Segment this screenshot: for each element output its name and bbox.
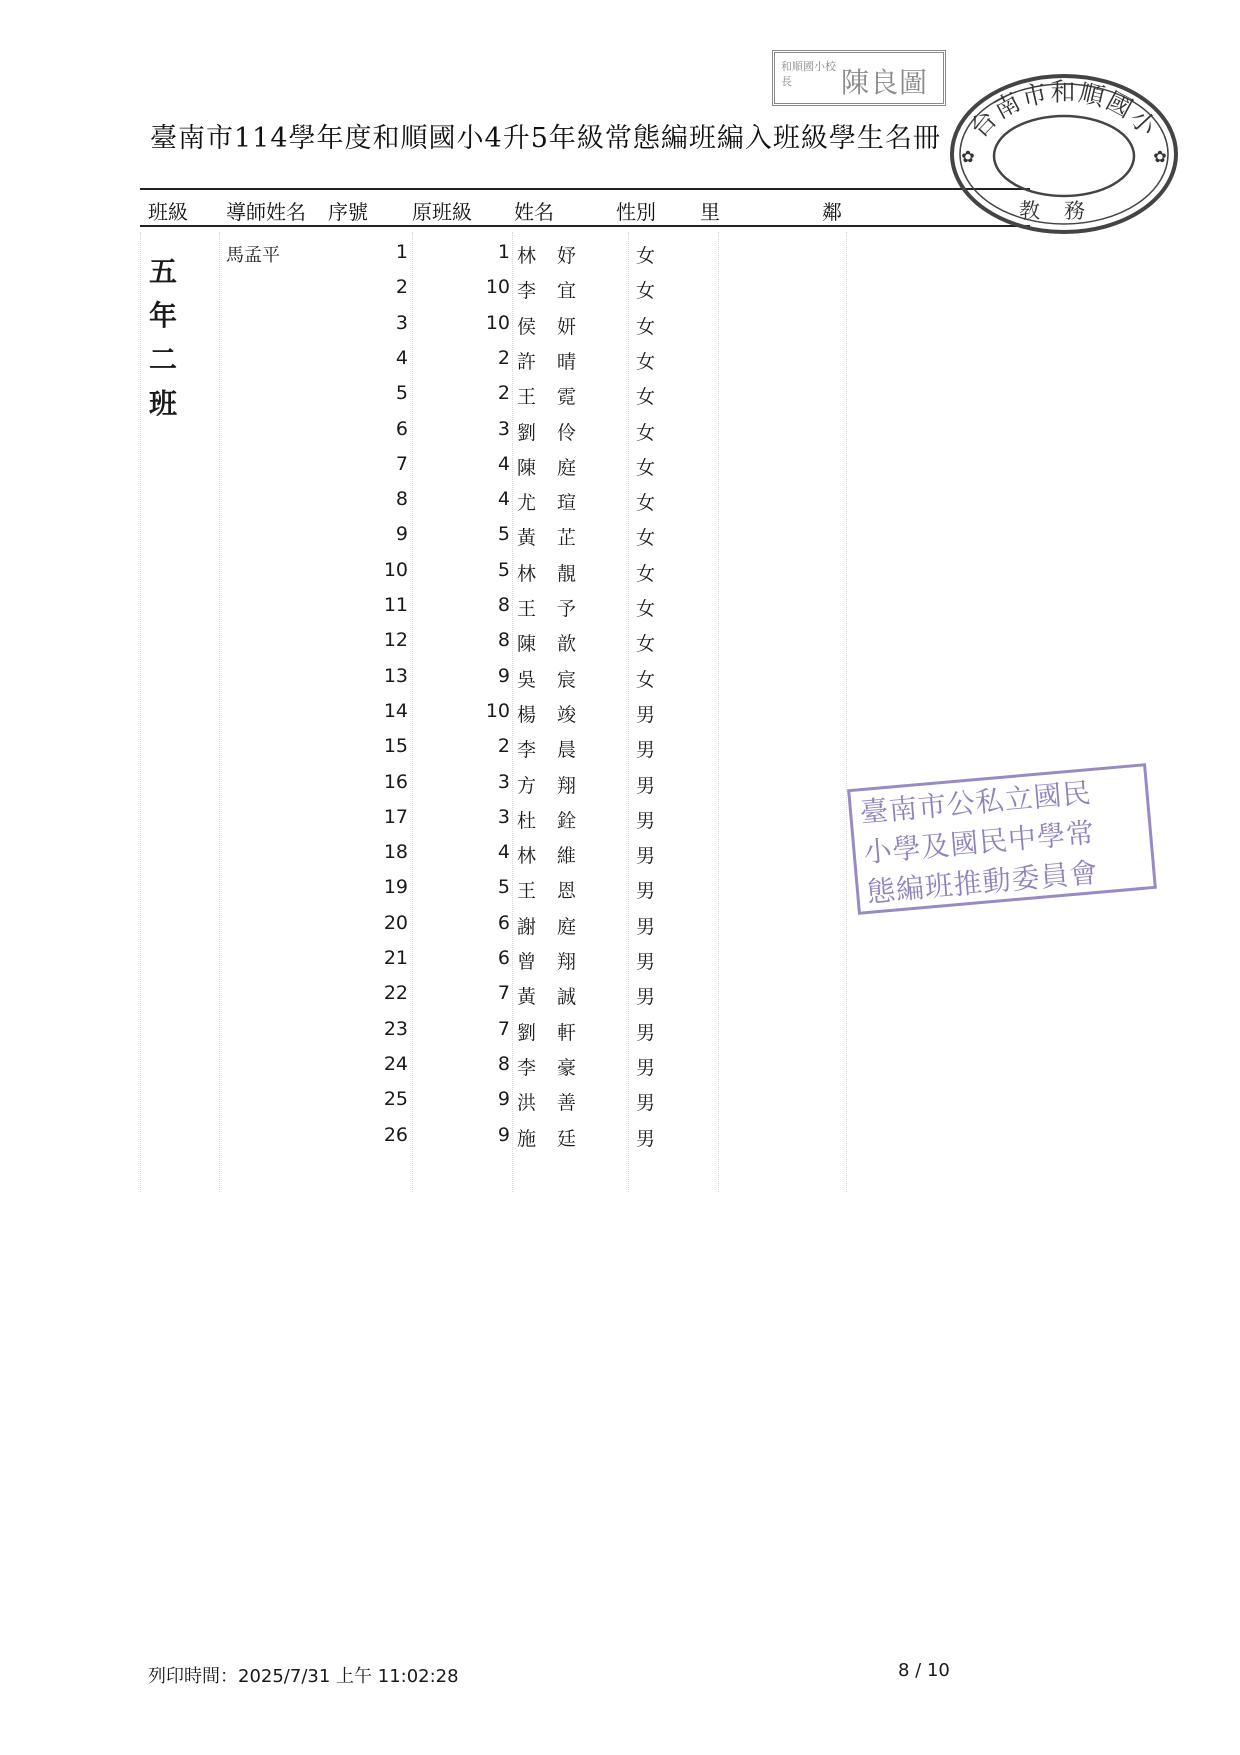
table-row (0, 1053, 1040, 1088)
student-gender: 女 (636, 280, 656, 303)
student-seq: 22 (383, 982, 408, 1005)
student-gender: 男 (636, 1056, 656, 1079)
student-seq: 18 (383, 841, 408, 864)
student-seq: 7 (395, 452, 408, 475)
student-gender: 女 (636, 527, 656, 550)
student-seq: 5 (395, 382, 408, 405)
school-seal-top-text: 台南市和順國小 (964, 77, 1164, 144)
student-given-name: 廷 (557, 1127, 577, 1150)
school-seal (946, 58, 1182, 236)
student-orig-class: 5 (497, 558, 510, 581)
student-seq: 9 (395, 523, 408, 546)
committee-stamp-line: 臺南市公私立國民 (858, 776, 1093, 830)
student-given-name: 晴 (557, 350, 577, 373)
student-orig-class: 8 (497, 629, 510, 652)
student-orig-class: 10 (485, 311, 510, 334)
table-row (0, 1018, 1040, 1053)
student-seq: 4 (395, 346, 408, 369)
student-given-name: 翔 (557, 951, 577, 973)
student-given-name: 軒 (557, 1021, 577, 1044)
header-top-rule (140, 188, 1030, 190)
student-gender: 女 (636, 456, 656, 479)
student-given-name: 芷 (557, 527, 577, 550)
table-row (0, 418, 1040, 453)
student-orig-class: 5 (497, 523, 510, 546)
table-row (0, 559, 1040, 594)
student-gender: 男 (636, 739, 656, 762)
student-given-name: 翔 (557, 774, 577, 797)
student-orig-class: 2 (497, 346, 510, 369)
table-row (0, 947, 1040, 982)
student-given-name: 竣 (557, 703, 577, 726)
student-given-name: 庭 (557, 915, 577, 938)
student-surname: 王 (517, 386, 537, 409)
student-gender: 女 (636, 668, 656, 691)
student-surname: 許 (517, 350, 537, 373)
class-name-char: 年 (148, 299, 177, 332)
student-gender: 男 (636, 880, 656, 903)
student-orig-class: 8 (497, 1052, 510, 1075)
student-surname: 李 (517, 280, 537, 303)
table-row (0, 312, 1040, 347)
student-orig-class: 10 (485, 699, 510, 722)
committee-stamp-line: 小學及國民中學常 (862, 815, 1097, 870)
student-seq: 11 (383, 594, 408, 616)
student-given-name: 宸 (557, 668, 577, 691)
table-row (0, 735, 1040, 770)
student-gender: 男 (636, 951, 656, 973)
student-gender: 女 (636, 386, 656, 409)
student-seq: 16 (383, 770, 408, 793)
print-time: 列印時間：2025/7/31 上午 11:02:28 (148, 1666, 459, 1687)
table-row (0, 629, 1040, 664)
student-seq: 8 (395, 488, 408, 511)
student-surname: 李 (517, 1056, 537, 1079)
header-seq: 序號 (328, 200, 368, 224)
table-row (0, 665, 1040, 700)
page-title: 臺南市114學年度和順國小4升5年級常態編班編入班級學生名冊 (150, 123, 941, 154)
header-name: 姓名 (514, 200, 554, 224)
table-row (0, 1124, 1040, 1159)
student-seq: 6 (395, 417, 408, 440)
header-teacher: 導師姓名 (226, 200, 306, 224)
student-given-name: 恩 (557, 880, 577, 903)
committee-stamp-line: 態編班推動委員會 (865, 855, 1100, 909)
student-seq: 10 (383, 558, 408, 581)
header-village: 里 (700, 200, 720, 224)
student-orig-class: 3 (497, 417, 510, 440)
student-gender: 女 (636, 421, 656, 444)
student-seq: 2 (395, 276, 408, 299)
student-seq: 24 (383, 1052, 408, 1075)
student-given-name: 宜 (557, 280, 577, 303)
student-gender: 女 (636, 350, 656, 373)
student-surname: 陳 (517, 633, 537, 656)
committee-stamp (847, 763, 1157, 915)
student-seq: 23 (383, 1017, 408, 1040)
student-given-name: 予 (557, 598, 577, 620)
table-row (0, 488, 1040, 523)
student-given-name: 庭 (557, 456, 577, 479)
student-gender: 女 (636, 598, 656, 620)
table-row (0, 523, 1040, 558)
student-gender: 女 (636, 245, 656, 267)
student-gender: 男 (636, 703, 656, 726)
student-surname: 李 (517, 739, 537, 762)
student-surname: 杜 (517, 809, 537, 832)
page-number: 8 / 10 (898, 1660, 950, 1681)
student-seq: 1 (395, 241, 408, 263)
student-surname: 劉 (517, 421, 537, 444)
student-orig-class: 8 (497, 594, 510, 616)
header-gender: 性別 (616, 200, 656, 224)
student-given-name: 靚 (557, 562, 577, 585)
student-orig-class: 9 (497, 1123, 510, 1146)
school-seal-bottom-text: 教務 (1019, 199, 1109, 223)
header-orig-class: 原班級 (412, 200, 472, 224)
student-orig-class: 4 (497, 452, 510, 475)
student-surname: 陳 (517, 456, 537, 479)
student-surname: 黃 (517, 527, 537, 550)
svg-text:台南市和順國小 (964, 77, 1163, 143)
student-surname: 楊 (517, 703, 537, 726)
student-given-name: 善 (557, 1092, 577, 1115)
class-name-char: 二 (148, 343, 177, 376)
table-row (0, 276, 1040, 311)
student-orig-class: 6 (497, 947, 510, 969)
student-orig-class: 6 (497, 911, 510, 934)
student-orig-class: 9 (497, 664, 510, 687)
class-name-char: 班 (148, 387, 177, 420)
student-seq: 21 (383, 947, 408, 969)
flower-icon: ✿ (961, 147, 975, 166)
student-surname: 林 (517, 245, 537, 267)
student-surname: 黃 (517, 986, 537, 1009)
student-given-name: 豪 (557, 1056, 577, 1079)
student-orig-class: 5 (497, 876, 510, 899)
student-surname: 劉 (517, 1021, 537, 1044)
student-surname: 林 (517, 562, 537, 585)
student-gender: 男 (636, 915, 656, 938)
student-orig-class: 7 (497, 982, 510, 1005)
student-orig-class: 4 (497, 488, 510, 511)
student-given-name: 妤 (557, 245, 577, 267)
student-given-name: 瑄 (557, 492, 577, 515)
principal-stamp-name: 陳良圖 (841, 66, 929, 99)
student-seq: 3 (395, 311, 408, 334)
student-orig-class: 2 (497, 735, 510, 758)
student-surname: 曾 (517, 951, 537, 973)
student-given-name: 誠 (557, 986, 577, 1009)
student-orig-class: 3 (497, 805, 510, 828)
student-orig-class: 10 (485, 276, 510, 299)
table-row (0, 347, 1040, 382)
student-gender: 女 (636, 562, 656, 585)
table-row (0, 453, 1040, 488)
student-gender: 女 (636, 492, 656, 515)
flower-icon: ✿ (1153, 147, 1167, 166)
student-surname: 洪 (517, 1092, 537, 1115)
student-gender: 男 (636, 1021, 656, 1044)
student-seq: 14 (383, 699, 408, 722)
student-seq: 25 (383, 1088, 408, 1111)
table-row (0, 982, 1040, 1017)
class-name-char: 五 (148, 255, 177, 288)
student-given-name: 晨 (557, 739, 577, 762)
header-class: 班級 (148, 200, 188, 224)
student-surname: 方 (517, 774, 537, 797)
student-gender: 男 (636, 774, 656, 797)
table-row (0, 382, 1040, 417)
student-gender: 男 (636, 1127, 656, 1150)
student-gender: 女 (636, 633, 656, 656)
student-gender: 男 (636, 845, 656, 868)
principal-stamp (772, 50, 946, 106)
student-given-name: 霓 (557, 386, 577, 409)
table-row (0, 594, 1040, 629)
student-seq: 20 (383, 911, 408, 934)
student-seq: 13 (383, 664, 408, 687)
student-seq: 26 (383, 1123, 408, 1146)
header-neighborhood: 鄰 (822, 200, 842, 224)
teacher-name: 馬孟平 (226, 245, 280, 266)
header-bottom-rule (140, 225, 1030, 227)
table-row (0, 912, 1040, 947)
student-gender: 男 (636, 986, 656, 1009)
student-given-name: 伶 (557, 421, 577, 444)
student-given-name: 妍 (557, 315, 577, 338)
student-given-name: 歆 (557, 633, 577, 656)
student-seq: 15 (383, 735, 408, 758)
student-surname: 施 (517, 1127, 537, 1150)
student-orig-class: 7 (497, 1017, 510, 1040)
student-surname: 林 (517, 845, 537, 868)
student-seq: 19 (383, 876, 408, 899)
student-orig-class: 2 (497, 382, 510, 405)
student-gender: 女 (636, 315, 656, 338)
student-surname: 尤 (517, 492, 537, 515)
student-orig-class: 1 (497, 241, 510, 263)
student-gender: 男 (636, 1092, 656, 1115)
principal-stamp-title: 和順國小校長 (781, 60, 836, 88)
table-row (0, 1088, 1040, 1123)
student-orig-class: 9 (497, 1088, 510, 1111)
student-surname: 王 (517, 598, 537, 620)
student-orig-class: 4 (497, 841, 510, 864)
student-surname: 侯 (517, 315, 537, 338)
student-seq: 12 (383, 629, 408, 652)
student-surname: 吳 (517, 668, 537, 691)
student-surname: 王 (517, 880, 537, 903)
student-given-name: 銓 (557, 809, 577, 832)
student-given-name: 維 (557, 845, 577, 868)
student-gender: 男 (636, 809, 656, 832)
table-row (0, 700, 1040, 735)
student-orig-class: 3 (497, 770, 510, 793)
student-seq: 17 (383, 805, 408, 828)
student-surname: 謝 (517, 915, 537, 938)
table-row (0, 241, 1040, 276)
